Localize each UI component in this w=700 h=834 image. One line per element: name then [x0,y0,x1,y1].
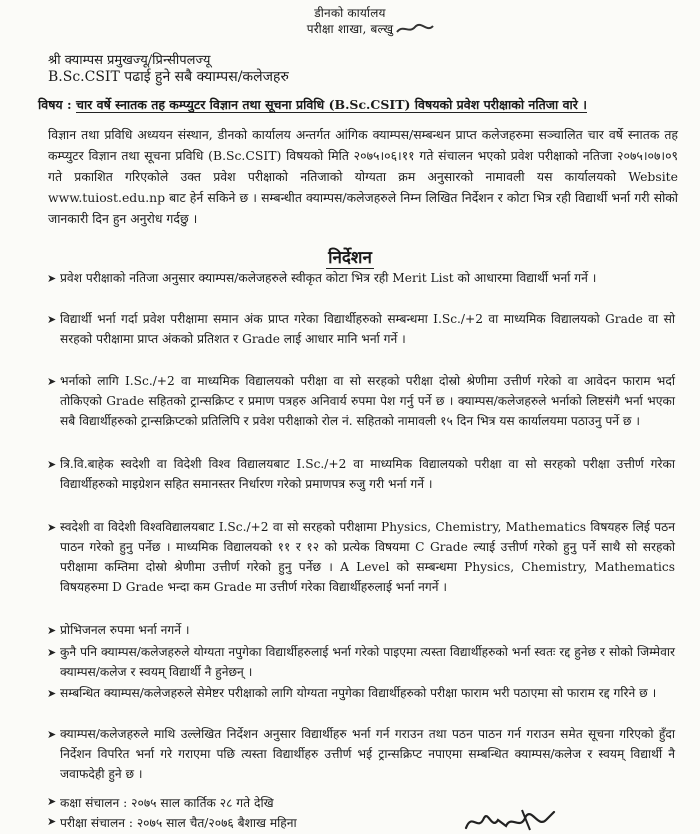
instruction-item [47,517,675,597]
instruction-text: कुनै पनि क्याम्पस/कलेजहरुले योग्यता नपुगेका विद्यार्थीहरुलाई भर्ना गरेको पाइएमा त्यस्ता विद्यार्थीहरुको भर्ना स्वतः रद्द हुनेछ र सोको जिम्मेवार क्याम्पस/कलेज र स्वयम् विद्यार्थी नै हुनेछन् । [60,645,675,679]
instruction-item [47,642,675,682]
office-name: डीनको कार्यालय [314,6,386,20]
class-schedule [47,794,274,811]
instruction-text: प्रवेश परीक्षाको नतिजा अनुसार क्याम्पस/कलेजहरुले स्वीकृत कोटा भित्र रही Merit List को आधारमा विद्यार्थी भर्ना गर्ने । [60,271,597,285]
exam-schedule-text: परीक्षा संचालन : २०७५ साल चैत/२०७६ बैशाख महिना [60,816,297,830]
instruction-text: क्याम्पस/कलेजहरुले माथि उल्लेखित निर्देशन अनुसार विद्यार्थीहरु भर्ना गर्न गराउन तथा पठन पाठन गर्न गराउन समेत सूचना गरिएको हुँदा निर्देशन विपरित भर्ना गरे गराएमा पछि त्यस्ता विद्यार्थीहरु उत्तीर्ण भई ट्रान्सक्रिप्ट नपाएमा सम्बन्धित क्याम्पस/कलेज र स्वयम् विद्यार्थी नै जवाफदेही हुने छ । [60,727,675,781]
arrow-bullet-icon: ➤ [47,272,57,285]
instruction-text: स्वदेशी वा विदेशी विश्वविद्यालयबाट I.Sc./+2 वा सो सरहको परीक्षामा Physics, Chemistry, Mathematics विषयहरु लिई पठन पाठन गरेको हुनु पर्नेछ । माध्यमिक विद्यालयको ११ र १२ को प्रत्येक विषयमा C Grade ल्याई उत्तीर्ण गरेको हुनु पर्ने साथै सो सरहको परीक्षामा कम्तिमा दोस्रो श्रेणीमा उत्तीर्ण गरेको हुनु पर्नेछ । A Level को सम्बन्धमा Physics, Chemistry, Mathematics विषयहरुमा D Grade भन्दा कम Grade मा उत्तीर्ण गरेका विद्यार्थीहरुलाई भर्ना नगर्ने । [60,520,675,594]
arrow-bullet-icon: ➤ [47,728,57,741]
instructions-heading [0,245,700,268]
arrow-bullet-icon: ➤ [47,521,57,534]
arrow-bullet-icon: ➤ [47,646,57,659]
instruction-text: विद्यार्थी भर्ना गर्दा प्रवेश परीक्षामा समान अंक प्राप्त गरेका विद्यार्थीहरुको सम्बन्धमा I.Sc./+2 वा माध्यमिक विद्यालयको Grade वा सो सरहको परीक्षामा प्राप्त अंकको प्रतिशत र Grade लाई आधार मानि भर्ना गर्ने । [60,312,675,346]
instruction-item [47,683,675,703]
instruction-text: त्रि.वि.बाहेक स्वदेशी वा विदेशी विश्व विद्यालयबाट I.Sc./+2 वा माध्यमिक विद्यालयको परीक्षा वा सो सरहको परीक्षा उत्तीर्ण गरेका विद्यार्थीहरुको माइग्रेशन सहित समानस्तर निर्धारण गरेको प्रमाणपत्र रुजु गरी भर्ना गर्ने । [60,457,675,491]
addressee-line-2: B.Sc.CSIT पढाई हुने सबै क्याम्पस/कलेजहरु [48,69,289,85]
stamp-mark-icon [395,22,435,36]
instruction-text: भर्नाको लागि I.Sc./+2 वा माध्यमिक विद्यालयको परीक्षा वा सो सरहको परीक्षा दोस्रो श्रेणीमा उत्तीर्ण गरेको वा आवेदन फाराम भर्दा तोकिएको Grade सहितको ट्रान्सक्रिप्ट र प्रमाण पत्रहरु अनिवार्य रुपमा पेश गर्नु पर्ने छ । क्याम्पस/कलेजहरुले भर्नाको लिष्टसंगै भर्ना भएका सबै विद्यार्थीहरुको ट्रान्सक्रिप्टको प्रतिलिपि र प्रवेश परीक्षाको रोल नं. सहितको नामावली १५ दिन भित्र यस कार्यालयमा पठाउनु पर्ने छ । [60,374,675,428]
arrow-bullet-icon: ➤ [47,687,57,700]
instruction-item [47,454,675,494]
arrow-bullet-icon: ➤ [47,795,57,808]
signature-icon [462,806,557,834]
instruction-item [47,268,675,288]
exam-schedule [47,814,297,831]
instruction-text: प्रोभिजनल रुपमा भर्ना नगर्ने । [60,623,190,637]
addressee-line-1: श्री क्याम्पस प्रमुखज्यू/प्रिन्सीपलज्यू [48,53,211,68]
subject-label: विषय : [38,97,72,112]
instruction-text: सम्बन्धित क्याम्पस/कलेजहरुले सेमेष्टर परीक्षाको लागि योग्यता नपुगेका विद्यार्थीहरुको परीक्षा फाराम भरी पठाएमा सो फाराम रद्द गरिने छ । [60,686,657,700]
instruction-item [47,309,675,349]
arrow-bullet-icon: ➤ [47,375,57,388]
arrow-bullet-icon: ➤ [47,458,57,471]
class-schedule-text: कक्षा संचालन : २०७५ साल कार्तिक २८ गते देखि [60,796,274,810]
subject-text: चार वर्षे स्नातक तह कम्प्युटर विज्ञान तथा सूचना प्रविधि (B.Sc.CSIT) विषयको प्रवेश परीक्षाको नतिजा वारे । [76,97,587,112]
exam-section-name: परीक्षा शाखा, बल्खु [306,22,394,36]
arrow-bullet-icon: ➤ [47,815,57,828]
intro-paragraph: विज्ञान तथा प्रविधि अध्ययन संस्थान, डीनको कार्यालय अन्तर्गत आंगिक क्याम्पस/सम्बन्धन प्राप्त कलेजहरुमा सञ्चालित चार वर्षे स्नातक तह कम्प्युटर विज्ञान तथा सूचना प्रविधि (B.Sc.CSIT) विषयको मिति २०७५।०६।११ गते संचालन भएको प्रवेश परीक्षाको नतिजा २०७५।०७।०९ गते प्रकाशित गरिएकोले उक्त प्रवेश परीक्षाको नतिजाको योग्यता क्रम अनुसारको नामावली यस कार्यालयको Website www.tuiost.edu.np बाट हेर्न सकिने छ । सम्बन्धीत क्याम्पस/कलेजहरुले निम्न लिखित निर्देशन र कोटा भित्र रही विद्यार्थी भर्ना गरी सोको जानकारी दिन हुन अनुरोध गर्दछु । [48,127,678,226]
instructions-heading-text: निर्देशन [328,248,372,268]
arrow-bullet-icon: ➤ [47,624,57,637]
instruction-item [47,724,675,784]
subject-line [38,96,688,113]
instruction-item [47,620,675,640]
arrow-bullet-icon: ➤ [47,313,57,326]
instruction-item [47,371,675,431]
